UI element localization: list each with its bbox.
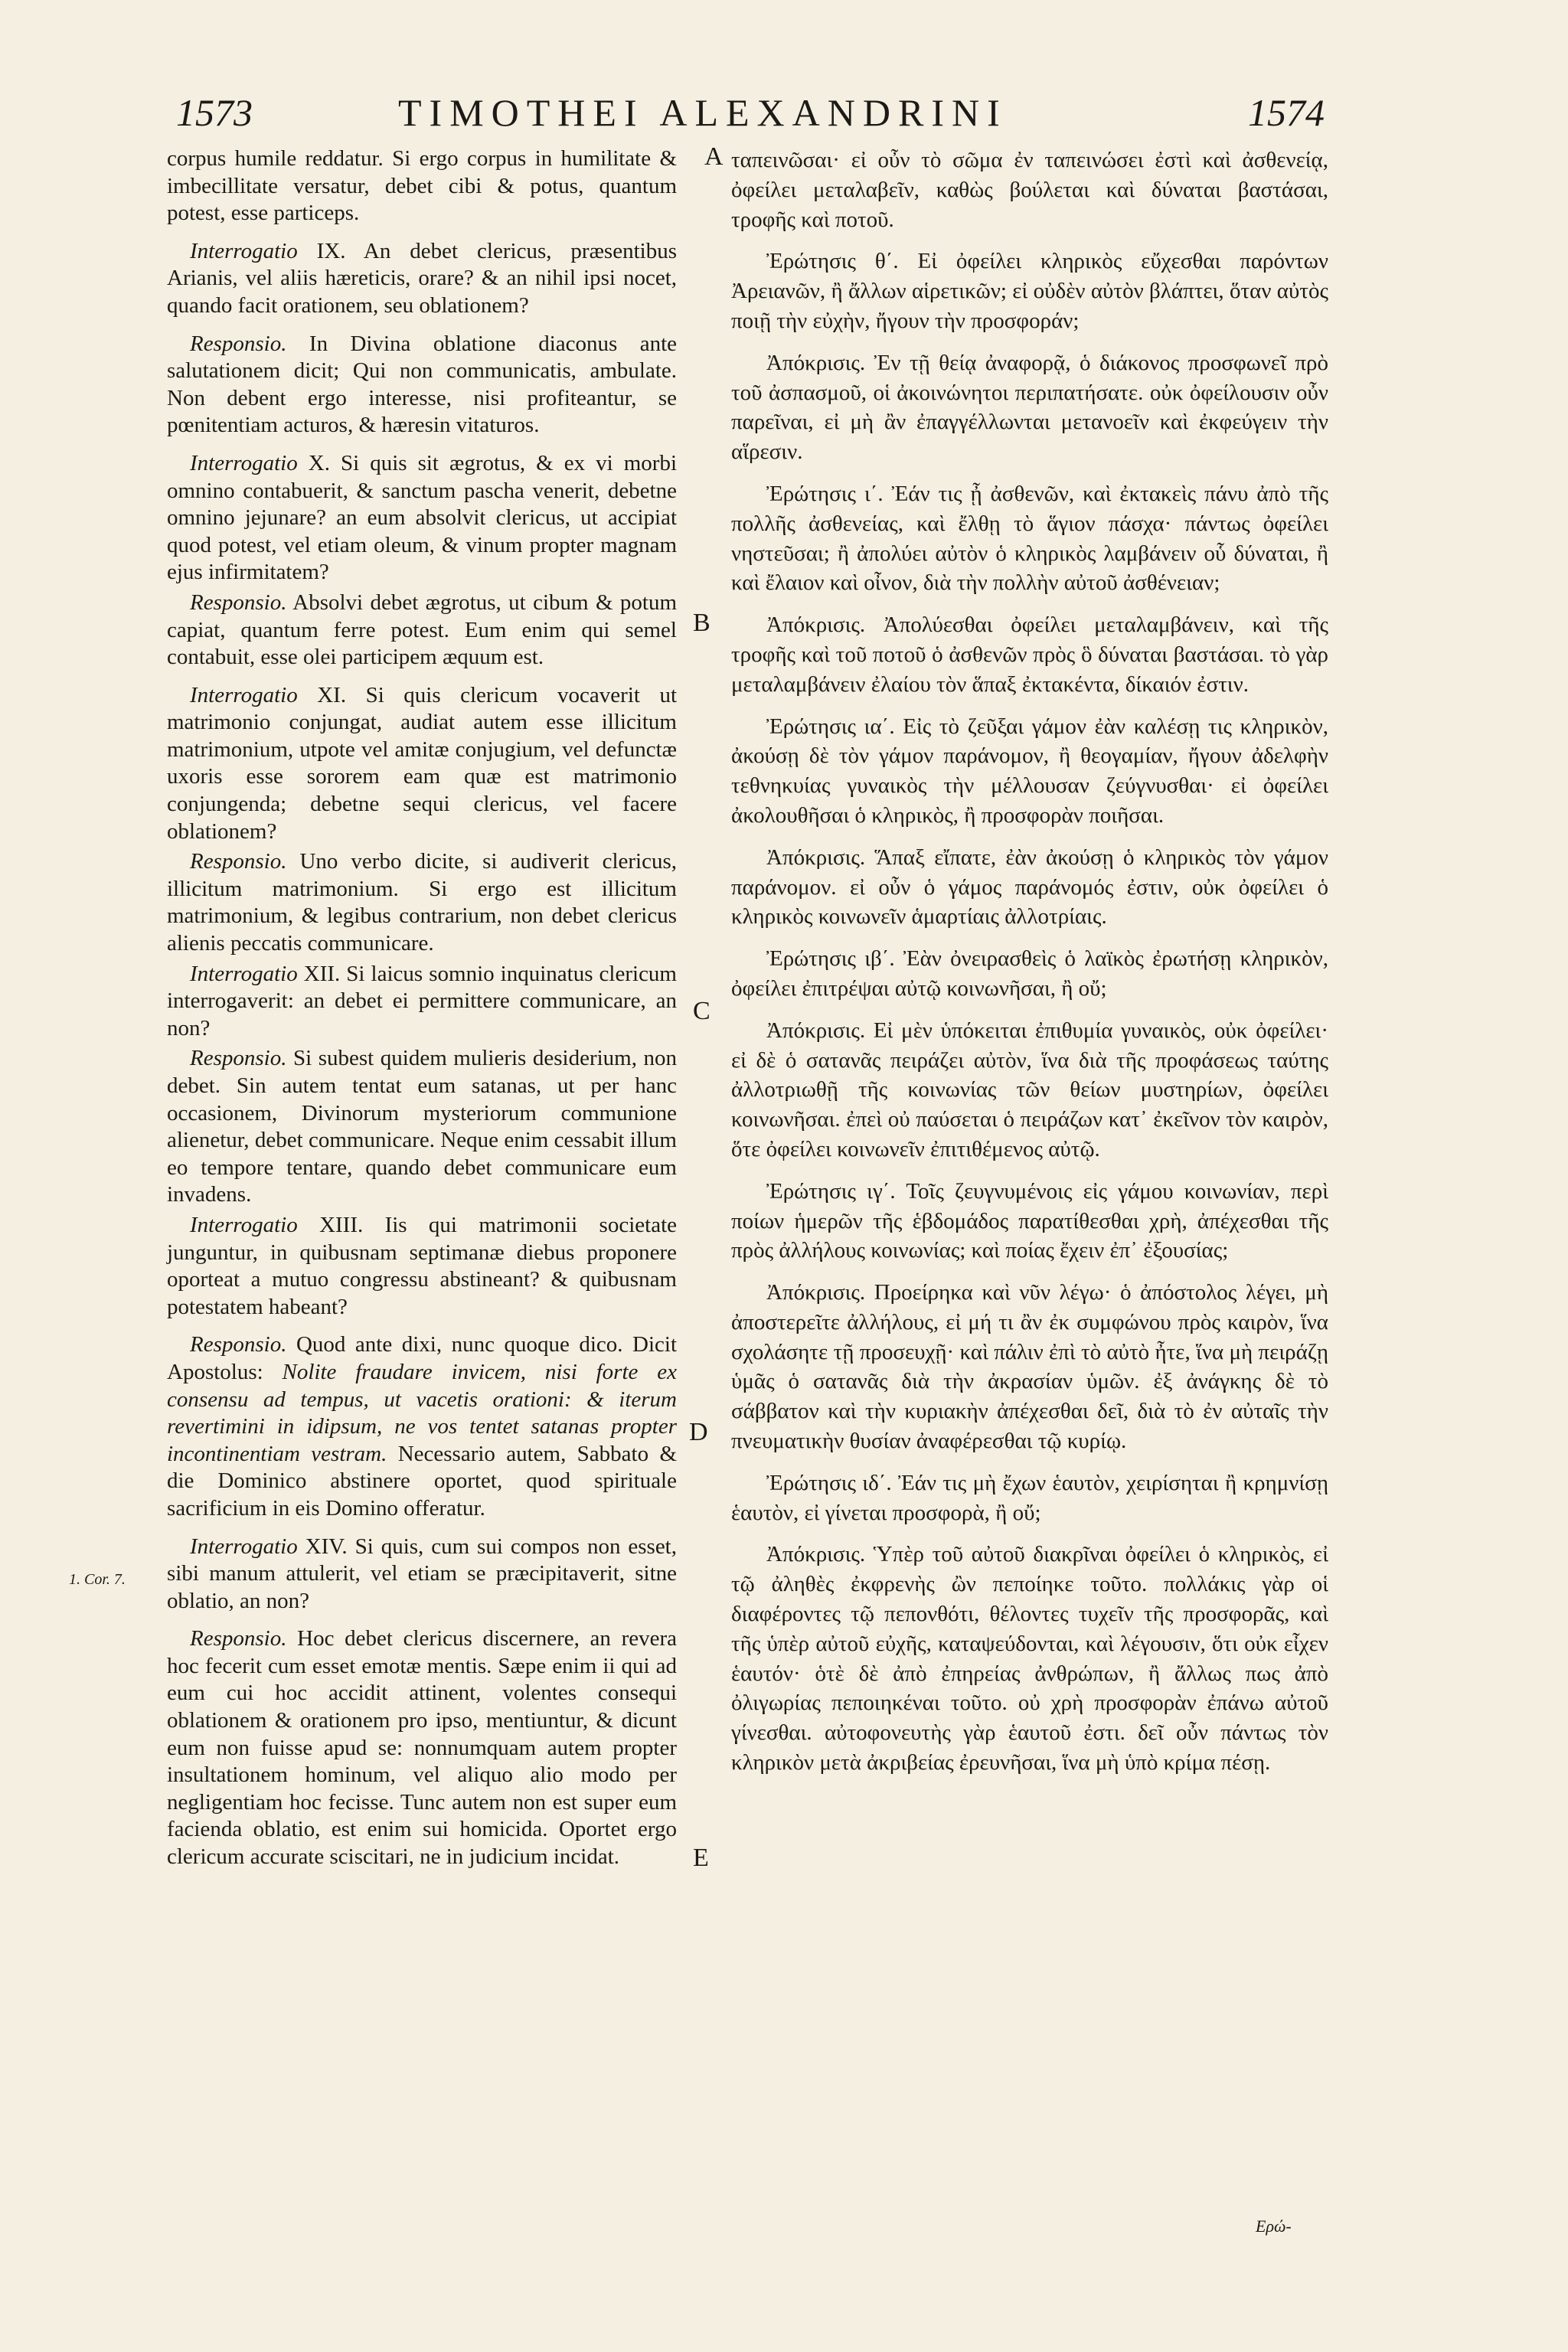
interrogatio-text: IX. An debet clericus, præsentibus Arianis, vel aliis hæreticis, orare? & an nihil ipsi nocet, quando facit orationem, seu oblationem? xyxy=(167,238,677,318)
scripture-quote: Nolite fraudare invicem, nisi forte ex consensu ad tempus, ut vacetis orationi: & iterum revertimini in idipsum, ne vos tentet satanas propter incontinentiam vestram. xyxy=(167,1359,677,1466)
interrogatio-label: Interrogatio xyxy=(190,961,298,986)
latin-paragraph: corpus humile reddatur. Si ergo corpus in humilitate & imbecillitate versatur, debet cibi & potus, quantum potest, esse particeps. xyxy=(167,146,677,226)
interrogatio-text: XI. Si quis clericum vocaverit ut matrimonio conjungat, audiat autem esse illicitum matrimonium, utpote vel amitæ conjugium, vel defunctæ uxoris esse sororem eam quæ est matrimonio conjungenda; debetne sequi clericus, vel facere oblationem? xyxy=(167,682,678,844)
apokrisis-11: Ἀπόκρισις. Ἅπαξ εἴπατε, ἐὰν ἀκούσῃ ὁ κληρικὸς τὸν γάμον παράνομον. εἰ οὖν ὁ γάμος παράνομός ἐστιν, οὐκ ὀφείλει ὁ κληρικὸς κοινωνεῖν ἁμαρτίαις ἀλλοτρίαις. xyxy=(731,844,1328,929)
responsio-label: Responsio. xyxy=(190,1332,287,1357)
running-header xyxy=(176,90,1325,144)
responsio-14 xyxy=(167,1625,677,1870)
responsio-9 xyxy=(167,331,677,439)
interrogatio-label: Interrogatio xyxy=(190,450,298,475)
responsio-text: In Divina oblatione diaconus ante salutationem dicit; Qui non communicatis, ambulate. Non debent ergo interesse, nisi profiteantur, se pœnitentiam acturos, & hæresin vitaturos. xyxy=(167,331,678,438)
apokrisis-13: Ἀπόκρισις. Προείρηκα καὶ νῦν λέγω· ὁ ἀπόστολος λέγει, μὴ ἀποστερεῖτε ἀλλήλους, εἰ μή τι ἂν ἐκ συμφώνου πρὸς καιρὸν, ἵνα σχολάσητε τῇ προσευχῇ· καὶ πάλιν ἐπὶ τὸ αὐτὸ ἦτε, ἵνα μὴ πειράζῃ ὑμᾶς ὁ σατανᾶς διὰ τὴν ἀκρασίαν ὑμῶν. ἐξ ἀνάγκης δὲ τὸ σάββατον καὶ τὴν κυριακὴν ἀπέχεσθαι δεῖ, διὰ τὸ ἐν αὐταῖς τὴν πνευματικὴν θυσίαν ἀναφέρεσθαι τῷ κυρίῳ. xyxy=(731,1280,1328,1454)
responsio-text: Quod ante dixi, nunc quoque dico. Dicit Apostolus: xyxy=(167,1332,678,1384)
apokrisis-10: Ἀπόκρισις. Ἀπολύεσθαι ὀφείλει μεταλαμβάνειν, καὶ τῆς τροφῆς καὶ τοῦ ποτοῦ ὁ ἀσθενῶν πρὸς ὃ δύναται βαστάσαι. τὸ γὰρ μεταλαμβάνειν ἐλαίου τὸν ἅπαξ ἐκτακέντα, δίκαιόν ἐστιν. xyxy=(731,612,1328,697)
interrogatio-9 xyxy=(167,238,677,320)
responsio-11 xyxy=(167,848,677,957)
apokrisis-12: Ἀπόκρισις. Εἰ μὲν ὑπόκειται ἐπιθυμία γυναικὸς, οὐκ ὀφείλει· εἰ δὲ ὁ σατανᾶς πειράζει αὐτὸν, ἵνα διὰ τῆς προφάσεως ταύτης ἀλλοτριωθῇ τῆς κοινωνίας τῶν θείων μυστηρίων, ὀφείλει κοινωνῆσαι. ἐπεὶ οὐ παύσεται ὁ πειράζων κατ᾽ ἐκεῖνον τὸν καιρὸν, ὅτε ὀφείλει κοινωνεῖν ἐπιτιθέμενος αὐτῷ. xyxy=(731,1018,1328,1161)
responsio-label: Responsio. xyxy=(190,849,287,874)
responsio-label: Responsio. xyxy=(190,1046,287,1071)
running-title: TIMOTHEI ALEXANDRINI xyxy=(398,91,1008,134)
responsio-10 xyxy=(167,590,677,671)
responsio-label: Responsio. xyxy=(190,1626,287,1651)
erotesis-11: Ἐρώτησις ια΄. Εἰς τὸ ζεῦξαι γάμον ἐὰν καλέσῃ τις κληρικὸν, ἀκούσῃ δὲ τὸν γάμον παράνομον, ἢ θεογαμίαν, ἤγουν ἀδελφὴν τεθνηκυίας γυναικὸς τὴν μέλλουσαν ζεύγνυσθαι· εἰ ὀφείλει ἀκολουθῆσαι ὁ κληρικὸς, ἢ προσφορὰν ποιῆσαι. xyxy=(731,714,1328,828)
page-number-right: 1574 xyxy=(1248,91,1325,134)
interrogatio-label: Interrogatio xyxy=(190,238,298,263)
greek-column xyxy=(731,145,1328,1790)
erotesis-12: Ἐρώτησις ιβ΄. Ἐὰν ὀνειρασθεὶς ὁ λαϊκὸς ἐρωτήσῃ κληρικὸν, ὀφείλει ἐπιτρέψαι αὐτῷ κοινωνῆσαι, ἢ οὔ; xyxy=(731,946,1328,1001)
margin-reference: 1. Cor. 7. xyxy=(69,1571,126,1588)
responsio-13 xyxy=(167,1331,677,1522)
interrogatio-label: Interrogatio xyxy=(190,1534,298,1559)
responsio-text: Absolvi debet ægrotus, ut cibum & potum capiat, quantum ferre potest. Eum enim qui semel contabuit, esse olei participem æquum est. xyxy=(167,590,678,670)
interrogatio-11 xyxy=(167,682,677,846)
responsio-label: Responsio. xyxy=(190,590,287,615)
section-letter-d: D xyxy=(689,1418,708,1446)
interrogatio-text: XIII. Iis qui matrimonii societate junguntur, in quibusnam septimanæ diebus proponere oporteat a mutuo congressu abstineant? & quibusnam potestatem habeant? xyxy=(167,1212,677,1319)
interrogatio-14 xyxy=(167,1534,677,1615)
page-number-left: 1573 xyxy=(176,91,253,134)
interrogatio-text: X. Si quis sit ægrotus, & ex vi morbi omnino contabuerit, & sanctum pascha venerit, debetne omnino jejunare? an eum absolvit clericus, ut accipiat quod potest, vel etiam oleum, & vinum propter magnam ejus infirmitatem? xyxy=(167,450,677,585)
interrogatio-13 xyxy=(167,1212,677,1321)
interrogatio-10 xyxy=(167,450,677,586)
erotesis-13: Ἐρώτησις ιγ΄. Τοῖς ζευγνυμένοις εἰς γάμου κοινωνίαν, περὶ ποίων ἡμερῶν τῆς ἑβδομάδος παρατίθεσθαι χρὴ, ἀπέχεσθαι τῆς πρὸς ἀλλήλους κοινωνίας; καὶ ποίας ἔχειν ἐπ᾽ ἐξουσίας; xyxy=(731,1178,1328,1263)
interrogatio-label: Interrogatio xyxy=(190,1212,298,1237)
section-letter-a: A xyxy=(704,142,724,171)
responsio-text: Uno verbo dicite, si audiverit clericus, illicitum matrimonium. Si ergo est illicitum matrimonium, & legibus contrarium, non debet clericus alienis peccatis communicare. xyxy=(167,849,677,956)
responsio-12 xyxy=(167,1045,677,1209)
erotesis-10: Ἐρώτησις ι΄. Ἐάν τις ᾖ ἀσθενῶν, καὶ ἐκτακεὶς πάνυ ἀπὸ τῆς πολλῆς ἀσθενείας, καὶ ἔλθῃ τὸ ἅγιον πάσχα· πάντως ὀφείλει νηστεῦσαι; ἢ ἀπολύει αὐτὸν ὁ κληρικὸς λαμβάνειν οὗ δύναται, ἢ καὶ ἔλαιον καὶ οἶνον, διὰ τὴν πολλὴν αὐτοῦ ἀσθένειαν; xyxy=(731,481,1328,596)
latin-column xyxy=(167,145,677,1882)
section-letter-e: E xyxy=(693,1844,709,1872)
responsio-label: Responsio. xyxy=(190,331,287,356)
catchword: Ερώ- xyxy=(1256,2216,1292,2236)
interrogatio-12 xyxy=(167,961,677,1043)
erotesis-14: Ἐρώτησις ιδ΄. Ἐάν τις μὴ ἔχων ἑαυτὸν, χειρίσηται ἢ κρημνίσῃ ἑαυτὸν, εἰ γίνεται προσφορὰ, ἢ οὔ; xyxy=(731,1470,1328,1525)
responsio-text: Hoc debet clericus discernere, an revera hoc fecerit cum esset emotæ mentis. Sæpe enim ii qui ad eum cui hoc accidit attinent, volentes consequi oblationem & orationem pro ipso, mentiuntur, & dicunt eum non fuisse apud se: nonnumquam autem propter insultationem hominum, vel aliquo alio modo per negligentiam hoc fecisse. Tunc autem non est super eum facienda oblatio, est enim sui homicida. Oportet ergo clericum accurate sciscitari, ne in judicium incidat. xyxy=(167,1626,678,1870)
greek-paragraph: ταπεινῶσαι· εἰ οὖν τὸ σῶμα ἐν ταπεινώσει ἐστὶ καὶ ἀσθενείᾳ, ὀφείλει μεταλαβεῖν, καθὼς βούλεται καὶ δύναται βαστάσαι, τροφῆς καὶ ποτοῦ. xyxy=(731,148,1328,232)
interrogatio-label: Interrogatio xyxy=(190,682,298,707)
section-letter-c: C xyxy=(693,997,710,1025)
apokrisis-9: Ἀπόκρισις. Ἐν τῇ θείᾳ ἀναφορᾷ, ὁ διάκονος προσφωνεῖ πρὸ τοῦ ἀσπασμοῦ, οἱ ἀκοινώνητοι περιπατήσατε. οὐκ ὀφείλουσιν οὖν παρεῖναι, εἰ μὴ ἂν ἐπαγγέλλωνται μετανοεῖν καὶ ἐκφεύγειν τὴν αἵρεσιν. xyxy=(731,350,1328,465)
responsio-text: Necessario autem, Sabbato & die Dominico abstinere oportet, quod spirituale sacrificium in eis Domino offeratur. xyxy=(167,1441,677,1521)
interrogatio-text: XIV. Si quis, cum sui compos non esset, sibi manum attulerit, vel etiam se præcipitaverit, sitne oblatio, an non? xyxy=(167,1534,677,1613)
section-letter-b: B xyxy=(693,609,710,637)
erotesis-9: Ἐρώτησις θ΄. Εἰ ὀφείλει κληρικὸς εὔχεσθαι παρόντων Ἀρειανῶν, ἢ ἄλλων αἱρετικῶν; εἰ οὐδὲν αὐτὸν βλάπτει, ὅταν αὐτὸς ποιῇ τὴν εὐχὴν, ἤγουν τὴν προσφοράν; xyxy=(731,249,1328,333)
interrogatio-text: XII. Si laicus somnio inquinatus clericum interrogaverit: an debet ei permittere communicare, an non? xyxy=(167,961,677,1040)
responsio-text: Si subest quidem mulieris desiderium, non debet. Sin autem tentat eum satanas, ut per hanc occasionem, Divinorum mysteriorum communione alienetur, debet communicare. Neque enim cessabit illum eo tempore tentare, quando debet communicare eum invadens. xyxy=(167,1046,678,1207)
apokrisis-14: Ἀπόκρισις. Ὑπὲρ τοῦ αὐτοῦ διακρῖναι ὀφείλει ὁ κληρικὸς, εἰ τῷ ἀληθὲς ἐκφρενὴς ὢν πεποίηκε τοῦτο. πολλάκις γὰρ οἱ διαφέροντες τῷ πεπονθότι, θέλοντες τυχεῖν τῆς προσφορᾶς, καὶ τῆς ὑπὲρ αὐτοῦ εὐχῆς, καταψεύδονται, καὶ λέγουσιν, ὅτι οὐκ εἶχεν ἑαυτόν· ὁτὲ δὲ ἀπὸ ἐπηρείας ἀνθρώπων, ἢ ἄλλως πως ἀπὸ ὀλιγωρίας πεποιηκέναι τοῦτο. οὐ χρὴ προσφορὰν ἐπάνω αὐτοῦ γίνεσθαι. αὐτοφονευτὴς γὰρ ἑαυτοῦ ἐστι. δεῖ οὖν πάντως τὸν κληρικὸν μετὰ ἀκριβείας ἐρευνῆσαι, ἵνα μὴ ὑπὸ κρίμα πέσῃ. xyxy=(731,1542,1328,1775)
